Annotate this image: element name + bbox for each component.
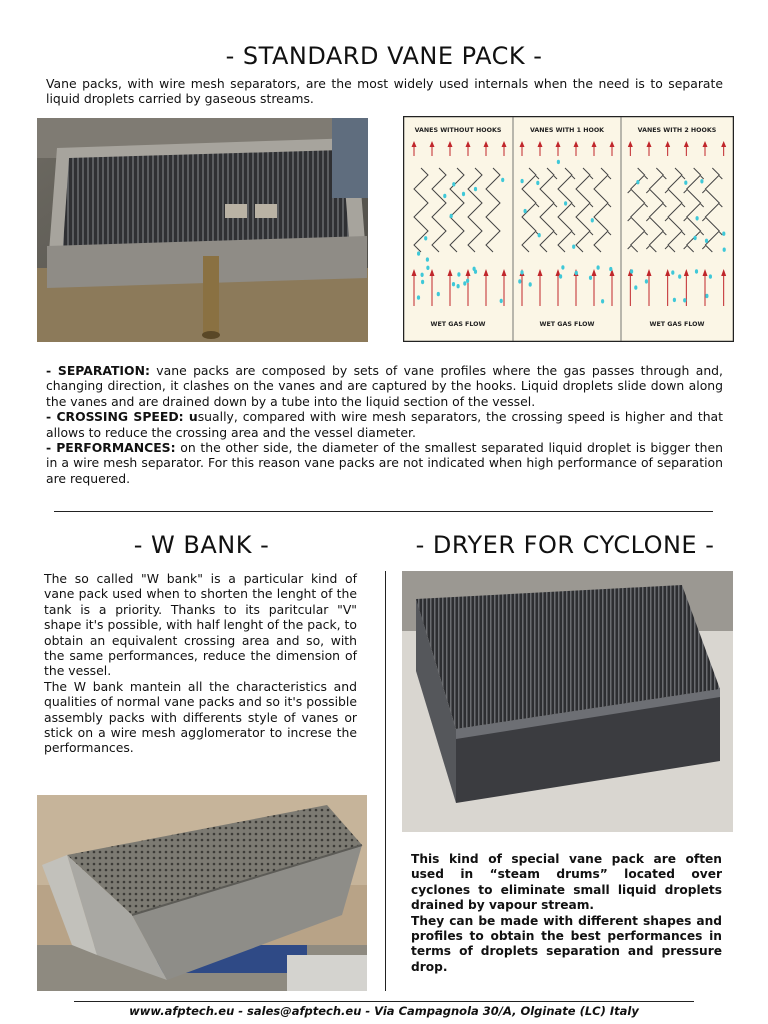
liquid-droplet <box>417 251 420 255</box>
liquid-droplet <box>572 245 575 249</box>
diagram-flow-label-1: WET GAS FLOW <box>430 321 486 328</box>
liquid-droplet <box>700 179 703 183</box>
liquid-droplet <box>673 298 676 302</box>
liquid-droplet <box>559 274 562 278</box>
liquid-droplet <box>709 274 712 278</box>
diagram-title-1: VANES WITHOUT HOOKS <box>414 127 502 134</box>
liquid-droplet <box>591 218 594 222</box>
liquid-droplet <box>457 272 460 276</box>
liquid-droplet <box>684 181 687 185</box>
liquid-droplet <box>474 187 477 191</box>
liquid-droplet <box>589 276 592 280</box>
feature-performances: - PERFORMANCES: on the other side, the diameter of the smallest separated liquid droplet is bigger then in a wire mesh separator. For this reason vane packs are not indicated when high performance of separation are requered. <box>46 440 723 486</box>
liquid-droplet <box>426 257 429 261</box>
liquid-droplet <box>450 214 453 218</box>
liquid-droplet <box>636 180 639 184</box>
liquid-droplet <box>421 273 424 277</box>
liquid-droplet <box>462 192 465 196</box>
liquid-droplet <box>466 279 469 283</box>
liquid-droplet <box>575 271 578 275</box>
liquid-droplet <box>500 299 503 303</box>
wbank-photo <box>37 795 367 991</box>
liquid-droplet <box>518 279 521 283</box>
liquid-droplet <box>723 248 726 252</box>
dryer-text: This kind of special vane pack are often used in “steam drums” located over cyclones to eliminate small liquid droplets drained by vapour stream. They can be made with different shapes and profiles to obtain the best performances in terms of droplets separation and pressure drop. <box>411 852 722 974</box>
feature-crossing-speed: - CROSSING SPEED: usually, compared with wire mesh separators, the crossing speed is higher and that allows to reduce the crossing area and the vessel diameter. <box>46 409 724 440</box>
liquid-droplet <box>705 239 708 243</box>
liquid-droplet <box>457 284 460 288</box>
liquid-droplet <box>424 236 427 240</box>
vane-diagram <box>403 116 734 342</box>
liquid-droplet <box>529 282 532 286</box>
liquid-droplet <box>671 270 674 274</box>
liquid-droplet <box>437 292 440 296</box>
liquid-droplet <box>597 265 600 269</box>
features-block <box>46 363 723 486</box>
vane-pack-photo <box>37 118 368 342</box>
intro-paragraph: Vane packs, with wire mesh separators, are the most widely used internals when the need is to separate liquid droplets carried by gaseous streams. <box>46 76 723 107</box>
wbank-title: - W BANK - <box>133 531 270 559</box>
liquid-droplet <box>452 182 455 186</box>
dryer-photo <box>402 571 733 832</box>
liquid-droplet <box>634 285 637 289</box>
liquid-droplet <box>609 267 612 271</box>
footer-divider <box>74 1001 694 1002</box>
liquid-droplet <box>452 282 455 286</box>
diagram-flow-label-2: WET GAS FLOW <box>539 321 595 328</box>
liquid-droplet <box>538 233 541 237</box>
liquid-droplet <box>601 299 604 303</box>
dryer-title: - DRYER FOR CYCLONE - <box>415 531 715 559</box>
liquid-droplet <box>417 295 420 299</box>
liquid-droplet <box>443 194 446 198</box>
page-title: - STANDARD VANE PACK - <box>225 42 543 70</box>
liquid-droplet <box>501 178 504 182</box>
liquid-droplet <box>564 201 567 205</box>
liquid-droplet <box>696 216 699 220</box>
feature-separation: - SEPARATION: vane packs are composed by sets of vane profiles where the gas passes through and, changing direction, it clashes on the vanes and are captured by the hooks. Liquid droplets slide down along the vanes and are drained down by a tube into the liquid section of the vessel. <box>46 363 723 409</box>
liquid-droplet <box>705 294 708 298</box>
liquid-droplet <box>694 236 697 240</box>
liquid-droplet <box>524 209 527 213</box>
liquid-droplet <box>426 266 429 270</box>
liquid-droplet <box>521 179 524 183</box>
diagram-title-2: VANES WITH 1 HOOK <box>529 127 605 134</box>
liquid-droplet <box>536 181 539 185</box>
liquid-droplet <box>561 265 564 269</box>
liquid-droplet <box>678 274 681 278</box>
liquid-droplet <box>474 270 477 274</box>
liquid-droplet <box>722 232 725 236</box>
diagram-title-3: VANES WITH 2 HOOKS <box>637 127 717 134</box>
liquid-droplet <box>421 280 424 284</box>
liquid-droplet <box>557 160 560 164</box>
footer-contact: www.afptech.eu - sales@afptech.eu - Via Campagnola 30/A, Olginate (LC) Italy <box>129 1004 639 1018</box>
column-divider <box>385 571 386 991</box>
liquid-droplet <box>630 269 633 273</box>
section-divider <box>54 511 713 512</box>
liquid-droplet <box>683 298 686 302</box>
liquid-droplet <box>645 279 648 283</box>
wbank-text: The so called "W bank" is a particular kind of vane pack used when to shorten the lenght of the tank is a priority. Thanks to its paritcular "V" shape it's possible, with half lenght of the pack, to obtain an equivalent crossing area and so, with the same performances, reduce the dimension of the vessel. The W bank mantein all the characteristics and qualities of normal vane packs and so it's possible assembly packs with differents style of vanes or stick on a wire mesh agglomerator to increse the performances. <box>44 571 357 756</box>
liquid-droplet <box>520 270 523 274</box>
liquid-droplet <box>463 281 466 285</box>
liquid-droplet <box>695 269 698 273</box>
diagram-flow-label-3: WET GAS FLOW <box>649 321 705 328</box>
